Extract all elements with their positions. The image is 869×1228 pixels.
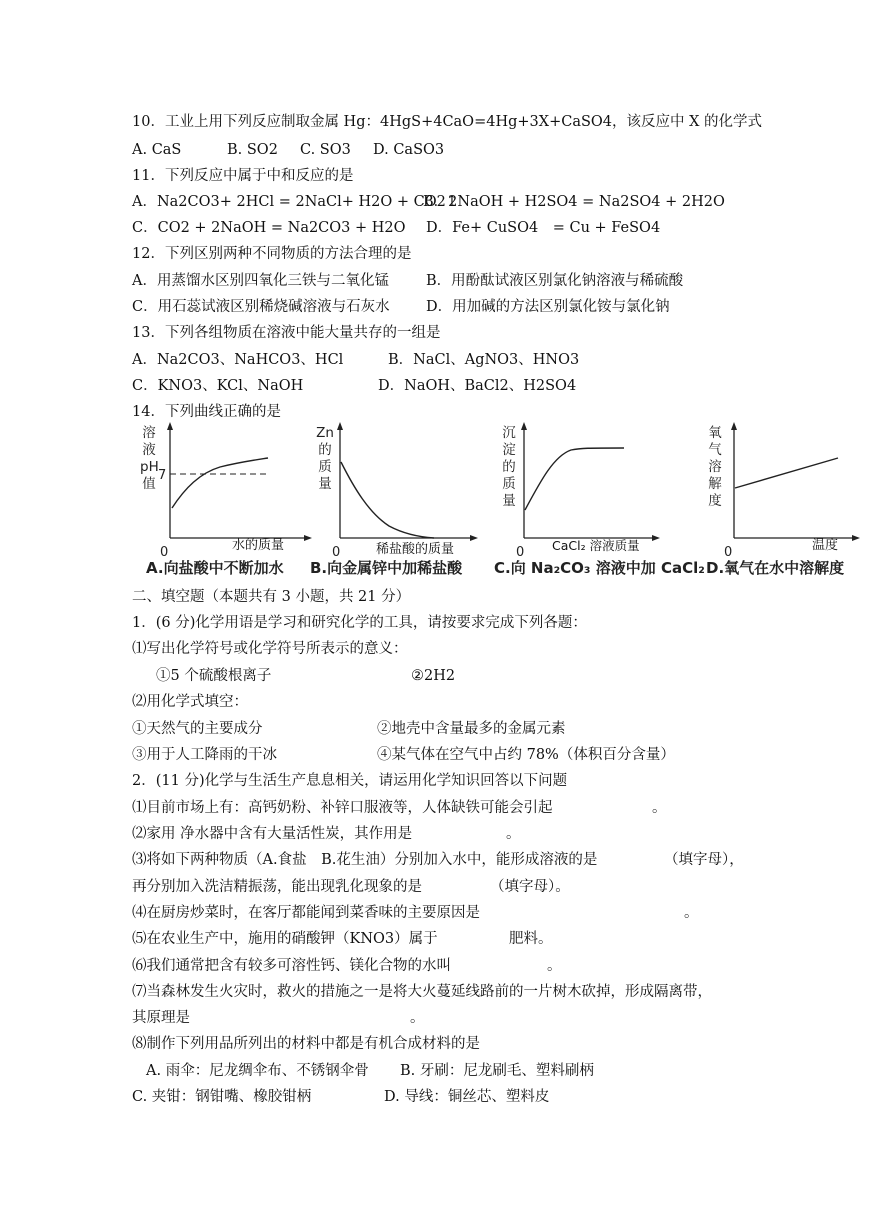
chart-a-plot bbox=[140, 418, 320, 558]
chart-b-curve bbox=[341, 462, 434, 538]
q13-stem: 13．下列各组物质在溶液中能大量共存的一组是 bbox=[132, 325, 441, 341]
s2-q1-stem: 1．(6 分)化学用语是学习和研究化学的工具，请按要求完成下列各题： bbox=[132, 615, 587, 631]
q13-option-a: A．Na2CO3、NaHCO3、HCl bbox=[132, 352, 344, 368]
q12-option-d: D．用加碱的方法区别氯化铵与氯化钠 bbox=[426, 299, 670, 315]
chart-a-ylabel-1: 溶 bbox=[142, 425, 156, 441]
q11-stem: 11．下列反应中属于中和反应的是 bbox=[132, 168, 354, 184]
q12-stem: 12．下列区别两种不同物质的方法合理的是 bbox=[132, 246, 412, 262]
s2-q2-part6-end: 。 bbox=[547, 958, 562, 974]
chart-c-y-arrow bbox=[521, 422, 527, 430]
chart-a-ref-tick: 7 bbox=[158, 468, 167, 483]
chart-b-ylabel-4: 量 bbox=[318, 476, 332, 492]
q10-option-a: A. CaS bbox=[132, 142, 182, 158]
s2-q2-part1-end: 。 bbox=[652, 800, 667, 816]
q13-option-b: B．NaCl、AgNO3、HNO3 bbox=[388, 352, 580, 368]
q12-option-b: B．用酚酞试液区别氯化钠溶液与稀硫酸 bbox=[426, 273, 684, 289]
s2-q2-part7: ⑺当森林发生火灾时，救火的措施之一是将大火蔓延线路前的一片树木砍掉，形成隔离带， bbox=[132, 984, 712, 1000]
chart-c-ylabel-3: 的 bbox=[502, 459, 516, 475]
s2-q2-part6: ⑹我们通常把含有较多可溶性钙、镁化合物的水叫 bbox=[132, 958, 451, 974]
chart-b-ylabel-1: Zn bbox=[316, 425, 334, 441]
chart-d-y-arrow bbox=[731, 422, 737, 430]
chart-a-y-arrow bbox=[167, 422, 173, 430]
chart-d-x-arrow bbox=[852, 535, 860, 541]
s2-q2-part8: ⑻制作下列用品所列出的材料中都是有机合成材料的是 bbox=[132, 1036, 480, 1052]
s2-q2-part7-b-end: 。 bbox=[410, 1010, 425, 1026]
s2-q1-part1-a: ①5 个硫酸根离子 bbox=[156, 668, 272, 684]
chart-a-ylabel-2: 液 bbox=[142, 442, 156, 458]
s2-q2-part3-b-end: （填字母）。 bbox=[490, 879, 570, 895]
s2-q2-stem: 2．(11 分)化学与生活生产息息相关，请运用化学知识回答以下问题 bbox=[132, 773, 568, 789]
chart-b-caption: B.向金属锌中加稀盐酸 bbox=[310, 559, 463, 577]
s2-q1-part1-b: ②2H2 bbox=[411, 668, 456, 684]
s2-q2-part2-end: 。 bbox=[506, 826, 521, 842]
chart-b-xlabel: 稀盐酸的质量 bbox=[376, 542, 455, 557]
s2-q2-part5-end: 肥料。 bbox=[509, 931, 553, 947]
q11-option-d: D．Fe+ CuSO4 = Cu + FeSO4 bbox=[426, 220, 661, 236]
q12-option-a: A．用蒸馏水区别四氧化三铁与二氧化锰 bbox=[132, 273, 389, 289]
s2-q2-part8-a: A. 雨伞：尼龙绸伞布、不锈钢伞骨 bbox=[146, 1063, 369, 1079]
chart-d-caption: D.氧气在水中溶解度 bbox=[706, 559, 845, 577]
chart-d-xlabel: 温度 bbox=[812, 538, 839, 553]
q13-option-d: D．NaOH、BaCl2、H2SO4 bbox=[378, 378, 577, 394]
section2-title: 二、填空题（本题共有 3 小题，共 21 分） bbox=[132, 589, 411, 605]
s2-q2-part4: ⑷在厨房炒菜时，在客厅都能闻到菜香味的主要原因是 bbox=[132, 905, 480, 921]
chart-c-ylabel-2: 淀 bbox=[502, 442, 516, 458]
chart-a-x-arrow bbox=[304, 535, 312, 541]
s2-q1-part2-b: ②地壳中含量最多的金属元素 bbox=[377, 721, 566, 737]
s2-q2-part7-b: 其原理是 bbox=[132, 1010, 190, 1026]
s2-q1-part1: ⑴写出化学符号或化学符号所表示的意义： bbox=[132, 641, 408, 657]
chart-d-ylabel-3: 溶 bbox=[708, 459, 722, 475]
q11-option-b: B．2NaOH + H2SO4 = Na2SO4 + 2H2O bbox=[423, 194, 725, 210]
s2-q2-part2: ⑵家用 净水器中含有大量活性炭，其作用是 bbox=[132, 826, 413, 842]
chart-b-plot bbox=[314, 418, 494, 558]
s2-q1-part2-c: ③用于人工降雨的干冰 bbox=[132, 747, 277, 763]
chart-c-caption: C.向 Na₂CO₃ 溶液中加 CaCl₂ bbox=[494, 559, 705, 577]
q14-stem: 14．下列曲线正确的是 bbox=[132, 404, 281, 420]
s2-q2-part8-b: B. 牙刷：尼龙刷毛、塑料刷柄 bbox=[400, 1063, 594, 1079]
chart-c-ylabel-5: 量 bbox=[502, 493, 516, 509]
q13-option-c: C．KNO3、KCl、NaOH bbox=[132, 378, 304, 394]
chart-a-curve bbox=[172, 458, 268, 508]
q11-option-a: A．Na2CO3+ 2HCl = 2NaCl+ H2O + CO2↑ bbox=[132, 194, 458, 210]
chart-c-ylabel-1: 沉 bbox=[502, 425, 516, 441]
chart-b-ylabel-3: 质 bbox=[318, 459, 332, 475]
chart-c-x-arrow bbox=[652, 535, 660, 541]
chart-d-plot bbox=[702, 418, 869, 558]
s2-q1-part2: ⑵用化学式填空： bbox=[132, 694, 248, 710]
s2-q2-part3: ⑶将如下两种物质（A.食盐 B.花生油）分别加入水中，能形成溶液的是 bbox=[132, 852, 598, 868]
chart-c-ylabel-4: 质 bbox=[502, 476, 516, 492]
s2-q2-part3-end: （填字母）， bbox=[664, 852, 744, 868]
q11-option-c: C．CO2 + 2NaOH = Na2CO3 + H2O bbox=[132, 220, 406, 236]
chart-d-ylabel-1: 氧 bbox=[708, 425, 722, 441]
chart-d-ylabel-5: 度 bbox=[708, 493, 722, 509]
s2-q2-part5: ⑸在农业生产中，施用的硝酸钾（KNO3）属于 bbox=[132, 931, 438, 947]
s2-q2-part4-end: 。 bbox=[684, 905, 699, 921]
q10-option-d: D. CaSO3 bbox=[373, 142, 445, 158]
chart-b-y-arrow bbox=[337, 422, 343, 430]
chart-a-caption: A.向盐酸中不断加水 bbox=[146, 559, 284, 577]
s2-q2-part1: ⑴目前市场上有：高钙奶粉、补锌口服液等，人体缺铁可能会引起 bbox=[132, 800, 553, 816]
chart-b-ylabel-2: 的 bbox=[318, 442, 332, 458]
chart-a-ylabel-3: pH bbox=[140, 459, 159, 475]
chart-a-ylabel-4: 值 bbox=[142, 476, 156, 492]
chart-a-origin: 0 bbox=[160, 545, 169, 558]
q10-option-c: C. SO3 bbox=[300, 142, 351, 158]
chart-d-line bbox=[735, 458, 838, 488]
q12-option-c: C．用石蕊试液区别稀烧碱溶液与石灰水 bbox=[132, 299, 390, 315]
chart-c-origin: 0 bbox=[516, 545, 525, 558]
chart-d-origin: 0 bbox=[724, 545, 733, 558]
chart-c-xlabel: CaCl₂ 溶液质量 bbox=[552, 538, 640, 553]
chart-a-xlabel: 水的质量 bbox=[232, 538, 285, 553]
chart-d-ylabel-4: 解 bbox=[708, 476, 722, 492]
chart-b-x-arrow bbox=[470, 535, 478, 541]
s2-q1-part2-d: ④某气体在空气中占约 78%（体积百分含量） bbox=[377, 747, 675, 763]
s2-q2-part3-b: 再分别加入洗洁精振荡，能出现乳化现象的是 bbox=[132, 879, 422, 895]
chart-d-ylabel-2: 气 bbox=[708, 442, 722, 458]
s2-q1-part2-a: ①天然气的主要成分 bbox=[132, 721, 263, 737]
s2-q2-part8-c: C. 夹钳：钢钳嘴、橡胶钳柄 bbox=[132, 1089, 312, 1105]
q10-stem: 10．工业上用下列反应制取金属 Hg：4HgS+4CaO=4Hg+3X+CaSO4，该反应中 X 的化学式 bbox=[132, 114, 763, 130]
s2-q2-part8-d: D. 导线：铜丝芯、塑料皮 bbox=[384, 1089, 550, 1105]
chart-c-curve bbox=[525, 448, 624, 510]
q10-option-b: B. SO2 bbox=[227, 142, 278, 158]
chart-b-origin: 0 bbox=[332, 545, 341, 558]
